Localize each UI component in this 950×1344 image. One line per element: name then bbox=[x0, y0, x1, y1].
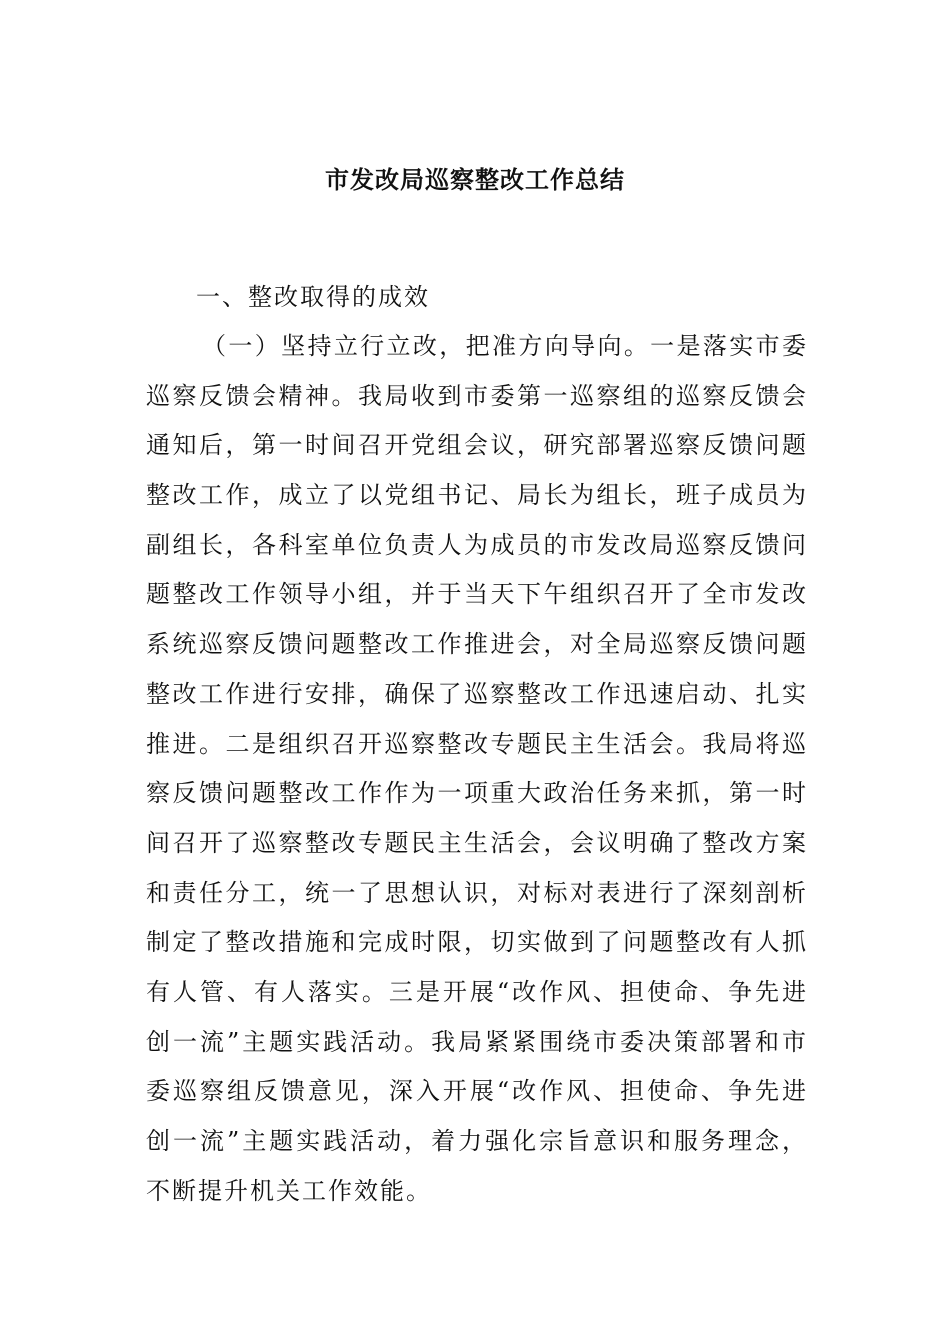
body-line: 系统巡察反馈问题整改工作推进会，对全局巡察反馈问题 bbox=[146, 630, 806, 659]
body-line: 题整改工作领导小组，并于当天下午组织召开了全市发改 bbox=[146, 580, 806, 609]
body-line: 整改工作进行安排，确保了巡察整改工作迅速启动、扎实 bbox=[146, 679, 806, 708]
body-line: 推进。二是组织召开巡察整改专题民主生活会。我局将巡 bbox=[146, 729, 806, 758]
body-line: 副组长，各科室单位负责人为成员的市发改局巡察反馈问 bbox=[146, 530, 806, 559]
body-line: 整改工作，成立了以党组书记、局长为组长，班子成员为 bbox=[146, 481, 806, 510]
body-line: 不断提升机关工作效能。 bbox=[146, 1176, 432, 1205]
body-line: 委巡察组反馈意见，深入开展“改作风、担使命、争先进 bbox=[146, 1077, 806, 1106]
section-heading: 一、整改取得的成效 bbox=[196, 283, 430, 311]
document-title: 市发改局巡察整改工作总结 bbox=[325, 165, 625, 194]
body-line: 间召开了巡察整改专题民主生活会，会议明确了整改方案 bbox=[146, 828, 806, 857]
body-line: 创一流”主题实践活动。我局紧紧围绕市委决策部署和市 bbox=[146, 1027, 806, 1056]
body-line: （一）坚持立行立改，把准方向导向。一是落实市委 bbox=[202, 332, 806, 360]
body-line: 有人管、有人落实。三是开展“改作风、担使命、争先进 bbox=[146, 977, 806, 1006]
body-line: 和责任分工，统一了思想认识，对标对表进行了深刻剖析 bbox=[146, 878, 806, 907]
body-line: 察反馈问题整改工作作为一项重大政治任务来抓，第一时 bbox=[146, 779, 806, 808]
body-line: 巡察反馈会精神。我局收到市委第一巡察组的巡察反馈会 bbox=[146, 381, 806, 410]
body-line: 创一流”主题实践活动，着力强化宗旨意识和服务理念， bbox=[146, 1127, 806, 1155]
body-line: 通知后，第一时间召开党组会议，研究部署巡察反馈问题 bbox=[146, 431, 806, 460]
body-text bbox=[146, 322, 806, 1216]
body-line: 制定了整改措施和完成时限，切实做到了问题整改有人抓 bbox=[146, 928, 806, 957]
